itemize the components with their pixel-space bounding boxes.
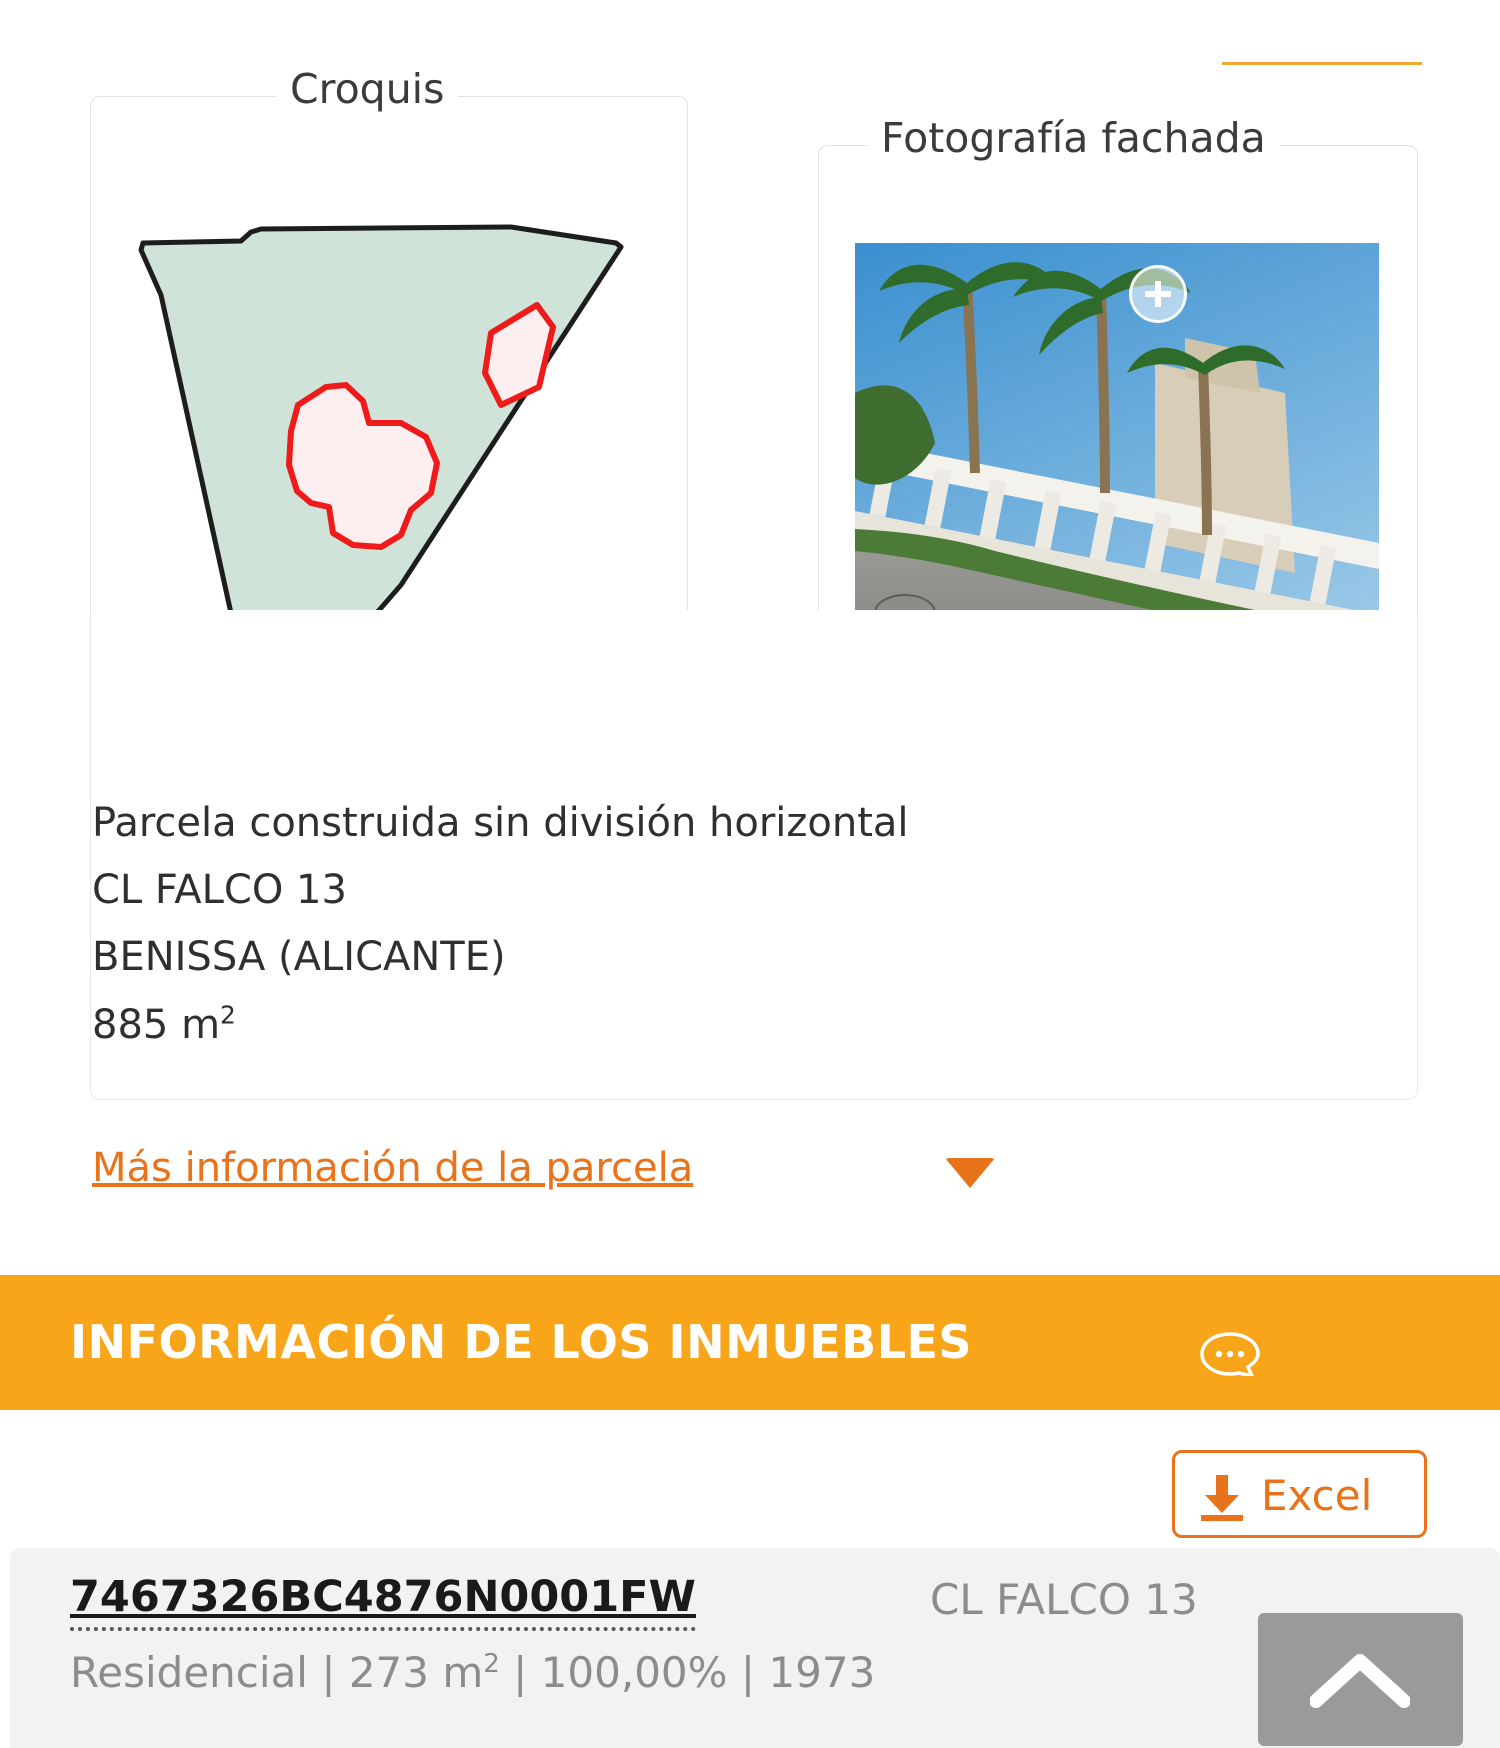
inmueble-details <box>70 1648 875 1697</box>
parcela-surface <box>92 992 1292 1059</box>
inmueble-details-exponent: 2 <box>483 1649 500 1679</box>
croquis-card <box>90 65 688 676</box>
parcela-surface-exponent: 2 <box>220 1000 236 1030</box>
parcela-type: Parcela construida sin división horizontal <box>92 800 909 846</box>
more-parcel-info-link[interactable]: Más información de la parcela <box>92 1145 694 1191</box>
scroll-to-top-button[interactable] <box>1258 1613 1463 1746</box>
chevron-up-icon <box>1310 1651 1410 1711</box>
parcela-info-text <box>92 790 1292 1059</box>
inmueble-details-head: Residencial | 273 m <box>70 1648 484 1697</box>
inmueble-address: CL FALCO 13 <box>930 1575 1198 1624</box>
speech-bubble-icon[interactable] <box>1200 1332 1260 1376</box>
excel-export-label: Excel <box>1261 1471 1373 1520</box>
fachada-legend: Fotografía fachada <box>867 114 1280 162</box>
top-divider-rule <box>1222 62 1422 65</box>
inmueble-details-tail: | 100,00% | 1973 <box>499 1648 876 1697</box>
cadastral-reference-link[interactable]: 7467326BC4876N0001FW <box>70 1572 696 1631</box>
chevron-down-icon[interactable] <box>945 1158 995 1188</box>
plus-circle-icon[interactable] <box>1129 265 1187 323</box>
inmuebles-section-title: INFORMACIÓN DE LOS INMUEBLES <box>70 1315 973 1369</box>
parcela-street: CL FALCO 13 <box>92 867 347 914</box>
download-icon <box>1199 1473 1245 1521</box>
croquis-diagram[interactable] <box>101 155 671 665</box>
parcela-municipality: BENISSA (ALICANTE) <box>92 934 506 981</box>
parcela-surface-value: 885 m <box>92 1001 221 1048</box>
croquis-legend: Croquis <box>276 65 458 113</box>
excel-export-button[interactable] <box>1172 1450 1427 1538</box>
